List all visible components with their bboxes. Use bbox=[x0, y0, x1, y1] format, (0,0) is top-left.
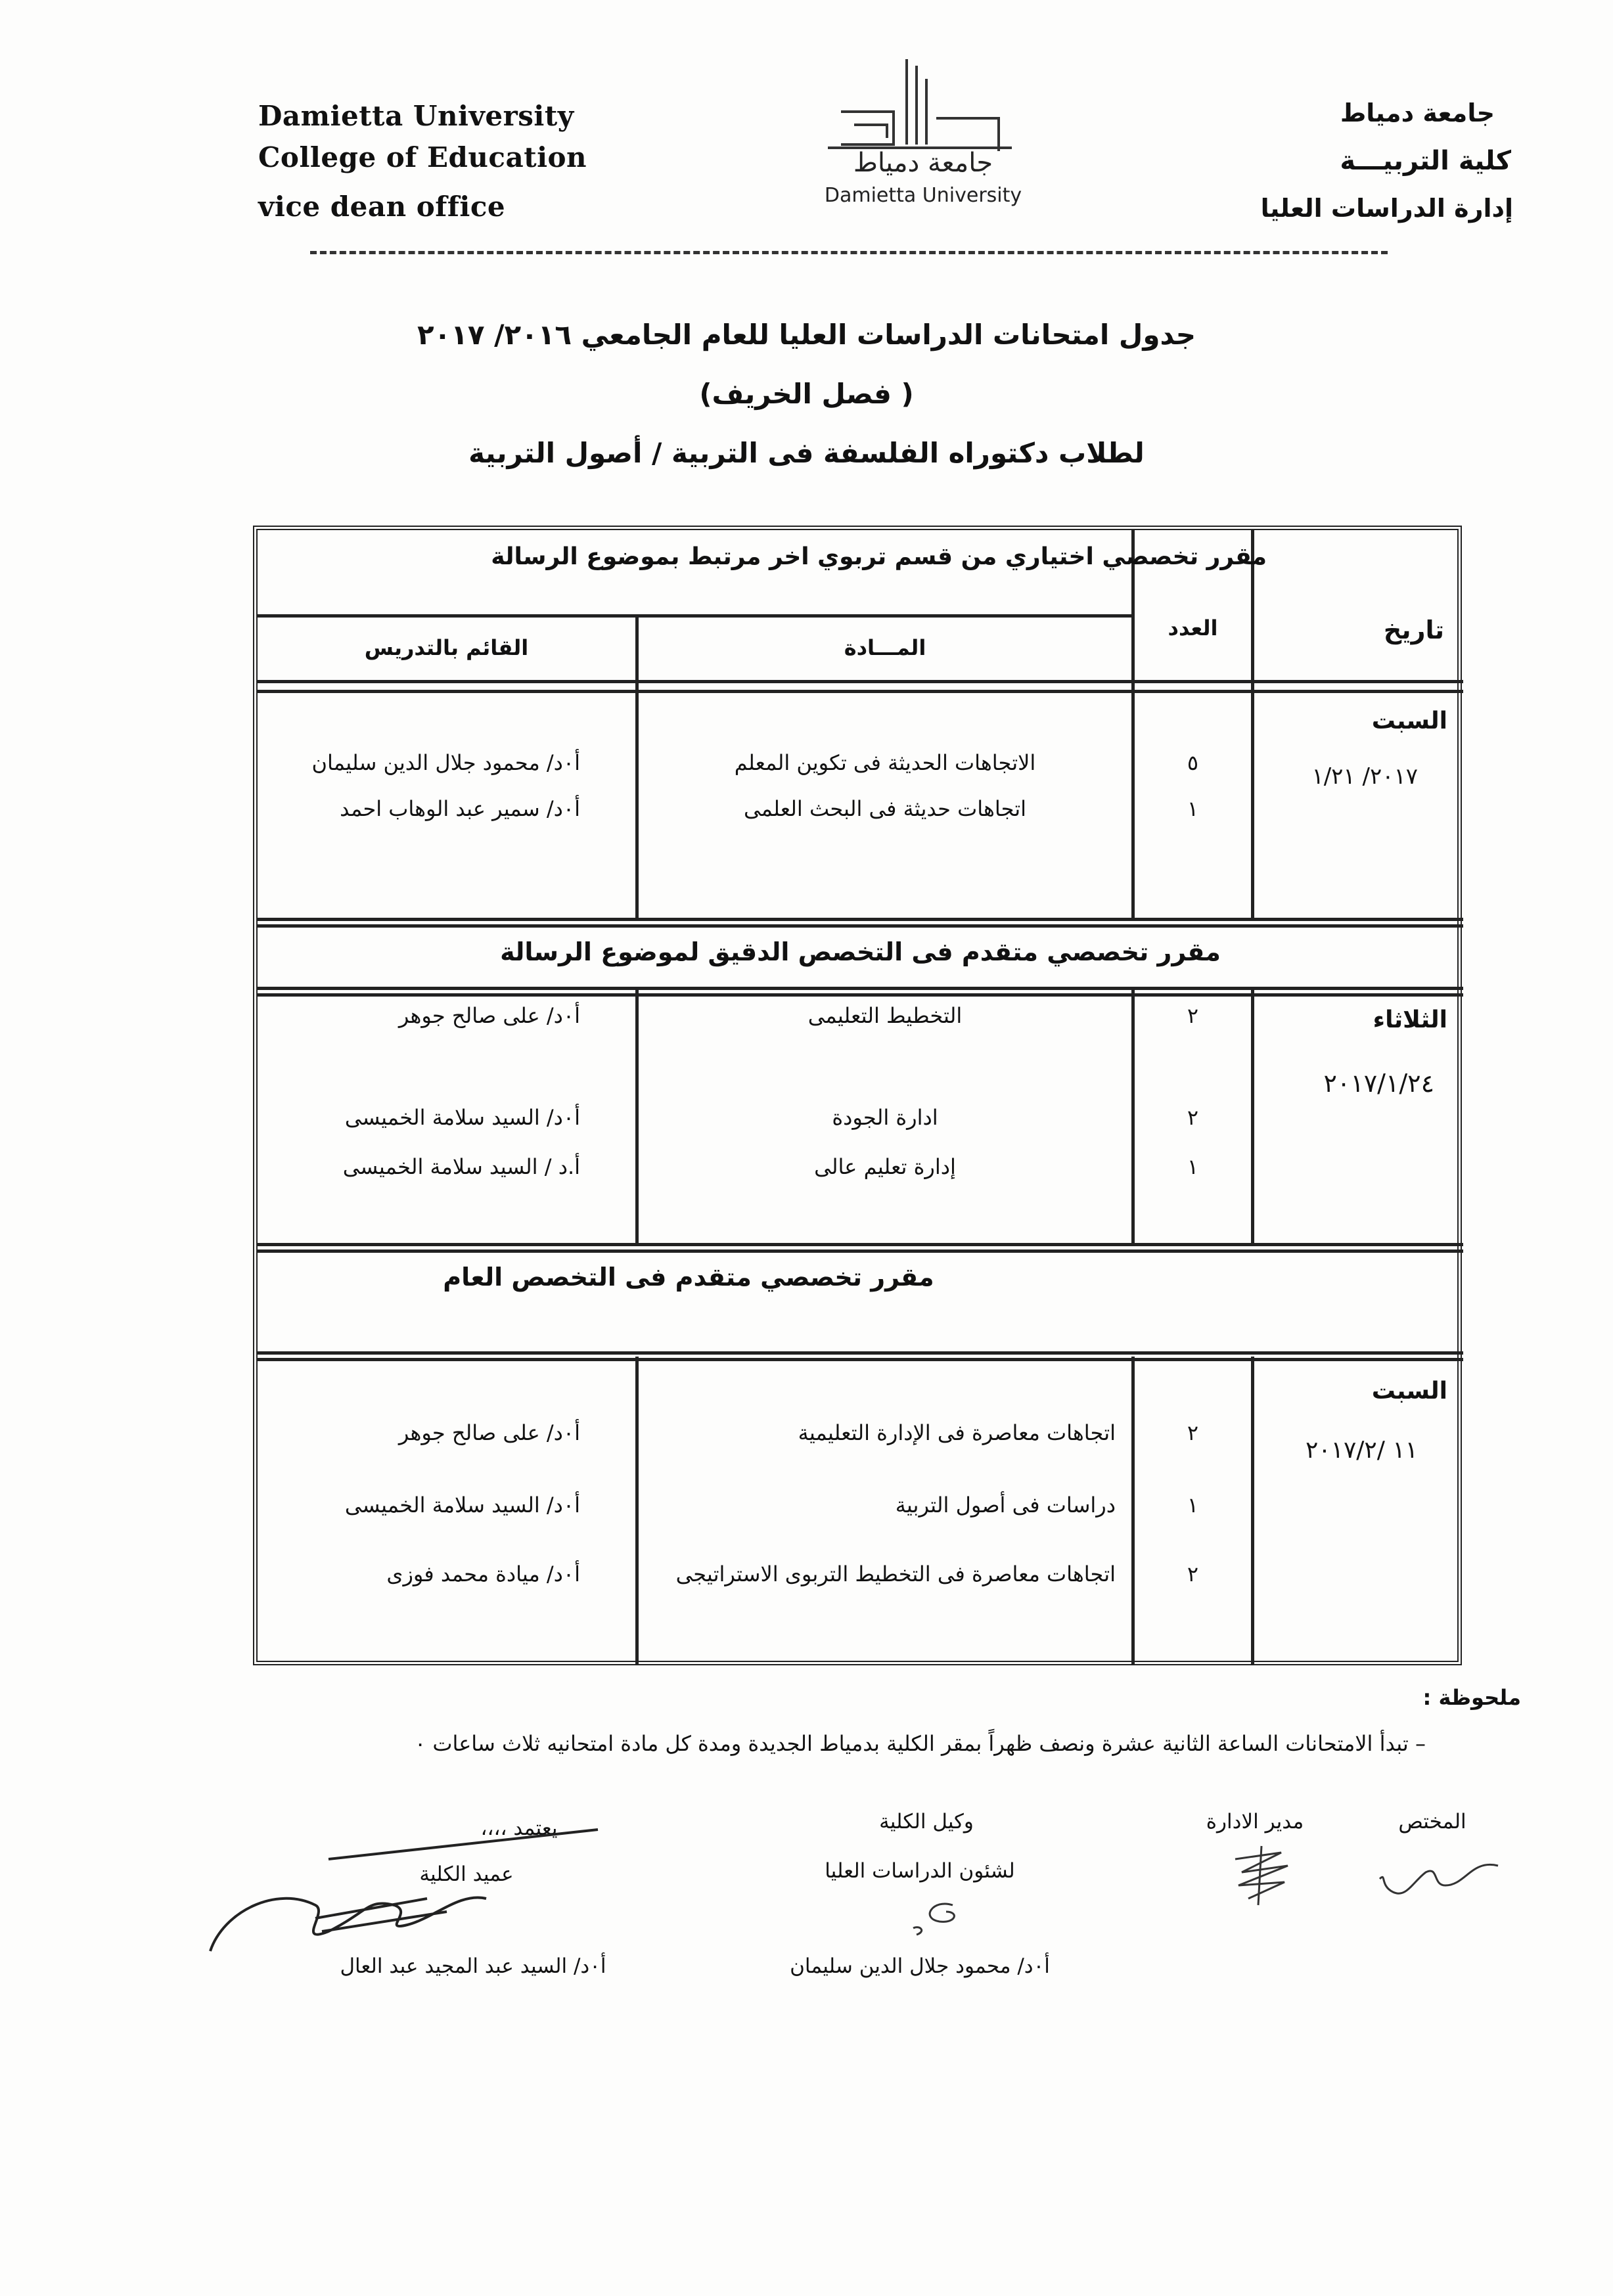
table-row-count: ١ bbox=[1187, 1154, 1199, 1179]
admin-director-signature bbox=[1222, 1839, 1301, 1912]
table-row-instructor: أ٠د/ على صالح جوهر bbox=[398, 1420, 580, 1445]
col-header-subject: المـــادة bbox=[844, 635, 926, 660]
exam-schedule-table bbox=[253, 526, 1462, 1665]
section-2-day: الثلاثاء bbox=[1373, 1006, 1447, 1033]
header-divider bbox=[310, 251, 1388, 254]
note-text: – تبدأ الامتحانات الساعة الثانية عشرة ونصف ظهراً بمقر الكلية بدمياط الجديدة ومدة كل مادة امتحانيه ثلاث ساعات ٠ bbox=[414, 1731, 1426, 1756]
table-row-count: ١ bbox=[1187, 796, 1199, 821]
dean-name: أ٠د/ السيد عبد المجيد عبد العال bbox=[340, 1954, 606, 1978]
col-header-date: تاريخ bbox=[1383, 616, 1444, 644]
section-3-date: ١١ /٢٠١٧/٢ bbox=[1305, 1437, 1418, 1464]
section-1-date: ٢٠١٧/ ١/٢١ bbox=[1311, 763, 1418, 790]
college-name-en: College of Education bbox=[258, 141, 587, 173]
col-header-count: العدد bbox=[1168, 616, 1218, 641]
note-label: ملحوظة : bbox=[1422, 1685, 1521, 1710]
admin-director-title: مدير الادارة bbox=[1206, 1810, 1304, 1834]
office-name-en: vice dean office bbox=[258, 191, 506, 223]
table-row-instructor: أ٠د/ محمود جلال الدين سليمان bbox=[311, 750, 580, 775]
college-name-ar: كلية التربيـــة bbox=[1340, 146, 1511, 176]
table-row-count: ٢ bbox=[1187, 1003, 1199, 1028]
table-row-instructor: أ٠د/ على صالح جوهر bbox=[398, 1003, 580, 1028]
logo-text-en: Damietta University bbox=[824, 184, 1022, 207]
semester-title: ( فصل الخريف) bbox=[699, 378, 914, 410]
dean-title: عميد الكلية bbox=[419, 1862, 514, 1886]
table-row-subject: اتجاهات معاصرة فى الإدارة التعليمية bbox=[798, 1420, 1116, 1445]
section-1-day: السبت bbox=[1371, 708, 1447, 734]
table-row-instructor: أ٠د/ السيد سلامة الخميسى bbox=[344, 1105, 580, 1130]
section-1-heading: مقرر تخصصي اختياري من قسم تربوي اخر مرتبط بموضوع الرسالة bbox=[491, 543, 1267, 570]
table-row-subject: إدارة تعليم عالى bbox=[814, 1154, 956, 1179]
table-row-instructor: أ.د / السيد سلامة الخميسى bbox=[342, 1154, 580, 1179]
approve-label: يعتمد ،،،، bbox=[480, 1816, 558, 1840]
university-name-ar: جامعة دمياط bbox=[1340, 99, 1495, 127]
section-2-date: ٢٠١٧/١/٢٤ bbox=[1323, 1069, 1434, 1098]
table-row-count: ٥ bbox=[1187, 750, 1199, 775]
table-row-subject: اتجاهات معاصرة فى التخطيط التربوى الاستراتيجى bbox=[675, 1562, 1116, 1587]
university-name-en: Damietta University bbox=[258, 100, 574, 132]
table-row-instructor: أ٠د/ ميادة محمد فوزى bbox=[386, 1562, 580, 1587]
table-row-count: ١ bbox=[1187, 1493, 1199, 1518]
clerk-signature bbox=[1367, 1846, 1511, 1912]
table-row-instructor: أ٠د/ السيد سلامة الخميسى bbox=[344, 1493, 580, 1518]
table-row-subject: ادارة الجودة bbox=[832, 1105, 938, 1130]
table-row-count: ٢ bbox=[1187, 1420, 1199, 1445]
vice-dean-title-2: لشئون الدراسات العليا bbox=[825, 1859, 1015, 1883]
program-title: لطلاب دكتوراه الفلسفة فى التربية / أصول التربية bbox=[468, 437, 1145, 469]
vice-dean-title: وكيل الكلية bbox=[879, 1810, 974, 1834]
schedule-title: جدول امتحانات الدراسات العليا للعام الجامعي ٢٠١٦/ ٢٠١٧ bbox=[417, 319, 1196, 351]
dean-signature bbox=[197, 1820, 604, 1971]
table-row-subject: دراسات فى أصول التربية bbox=[895, 1493, 1116, 1518]
clerk-title: المختص bbox=[1398, 1810, 1466, 1834]
section-3-day: السبت bbox=[1371, 1378, 1447, 1405]
section-3-heading: مقرر تخصصي متقدم فى التخصص العام bbox=[443, 1263, 934, 1292]
table-row-subject: التخطيط التعليمى bbox=[807, 1003, 963, 1028]
col-header-instructor: القائم بالتدريس bbox=[364, 635, 529, 660]
logo-text-ar: جامعة دمياط bbox=[853, 148, 993, 178]
table-row-subject: الاتجاهات الحديثة فى تكوين المعلم bbox=[734, 750, 1036, 775]
vice-dean-signature bbox=[894, 1892, 972, 1945]
table-row-count: ٢ bbox=[1187, 1562, 1199, 1587]
table-row-instructor: أ٠د/ سمير عبد الوهاب احمد bbox=[340, 796, 580, 821]
vice-dean-name: أ٠د/ محمود جلال الدين سليمان bbox=[790, 1954, 1050, 1978]
office-name-ar: إدارة الدراسات العليا bbox=[1260, 194, 1513, 223]
table-row-count: ٢ bbox=[1187, 1105, 1199, 1130]
section-2-heading: مقرر تخصصي متقدم فى التخصص الدقيق لموضوع الرسالة bbox=[500, 937, 1221, 966]
table-row-subject: اتجاهات حديثة فى البحث العلمى bbox=[743, 796, 1027, 821]
